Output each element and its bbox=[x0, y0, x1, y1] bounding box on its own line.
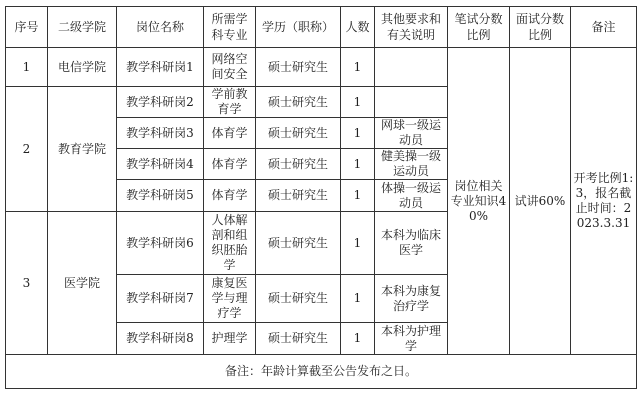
position-cell: 教学科研岗7 bbox=[117, 275, 204, 323]
college-cell: 医学院 bbox=[48, 212, 117, 355]
other-cell: 健美操一级运动员 bbox=[375, 149, 448, 180]
count-cell: 1 bbox=[341, 275, 375, 323]
interview-ratio-cell: 试讲60% bbox=[510, 48, 571, 355]
count-cell: 1 bbox=[341, 48, 375, 87]
recruitment-table bbox=[5, 6, 637, 389]
seq-cell: 3 bbox=[6, 212, 48, 355]
header-written: 笔试分数比例 bbox=[448, 7, 510, 48]
position-cell: 教学科研岗3 bbox=[117, 118, 204, 149]
header-count: 人数 bbox=[341, 7, 375, 48]
header-seq: 序号 bbox=[6, 7, 48, 48]
footnote-row bbox=[6, 355, 637, 389]
other-cell: 本科为护理学 bbox=[375, 323, 448, 355]
header-row bbox=[6, 7, 637, 48]
header-remarks: 备注 bbox=[571, 7, 637, 48]
college-cell: 电信学院 bbox=[48, 48, 117, 87]
major-cell: 体育学 bbox=[204, 149, 256, 180]
count-cell: 1 bbox=[341, 180, 375, 212]
position-cell: 教学科研岗5 bbox=[117, 180, 204, 212]
other-cell: 网球一级运动员 bbox=[375, 118, 448, 149]
remarks-cell: 开考比例1:3，报名截止时间：2023.3.31 bbox=[571, 48, 637, 355]
other-cell: 体操一级运动员 bbox=[375, 180, 448, 212]
education-cell: 硕士研究生 bbox=[256, 149, 341, 180]
major-cell: 体育学 bbox=[204, 118, 256, 149]
header-other: 其他要求和有关说明 bbox=[375, 7, 448, 48]
other-cell bbox=[375, 48, 448, 87]
major-cell: 体育学 bbox=[204, 180, 256, 212]
seq-cell: 1 bbox=[6, 48, 48, 87]
recruitment-table-container bbox=[5, 6, 637, 389]
count-cell: 1 bbox=[341, 118, 375, 149]
education-cell: 硕士研究生 bbox=[256, 118, 341, 149]
major-cell: 学前教育学 bbox=[204, 87, 256, 118]
education-cell: 硕士研究生 bbox=[256, 275, 341, 323]
count-cell: 1 bbox=[341, 323, 375, 355]
other-cell: 本科为临床医学 bbox=[375, 212, 448, 275]
major-cell: 网络空间安全 bbox=[204, 48, 256, 87]
other-cell bbox=[375, 87, 448, 118]
position-cell: 教学科研岗4 bbox=[117, 149, 204, 180]
written-ratio-cell: 岗位相关专业知识40% bbox=[448, 48, 510, 355]
position-cell: 教学科研岗1 bbox=[117, 48, 204, 87]
major-cell: 人体解剖和组织胚胎学 bbox=[204, 212, 256, 275]
position-cell: 教学科研岗8 bbox=[117, 323, 204, 355]
education-cell: 硕士研究生 bbox=[256, 87, 341, 118]
seq-cell: 2 bbox=[6, 87, 48, 212]
college-cell: 教育学院 bbox=[48, 87, 117, 212]
header-position: 岗位名称 bbox=[117, 7, 204, 48]
header-education: 学历（职称） bbox=[256, 7, 341, 48]
header-college: 二级学院 bbox=[48, 7, 117, 48]
count-cell: 1 bbox=[341, 212, 375, 275]
education-cell: 硕士研究生 bbox=[256, 323, 341, 355]
major-cell: 康复医学与理疗学 bbox=[204, 275, 256, 323]
education-cell: 硕士研究生 bbox=[256, 48, 341, 87]
footnote-cell: 备注：年龄计算截至公告发布之日。 bbox=[6, 355, 637, 389]
education-cell: 硕士研究生 bbox=[256, 212, 341, 275]
count-cell: 1 bbox=[341, 87, 375, 118]
education-cell: 硕士研究生 bbox=[256, 180, 341, 212]
position-cell: 教学科研岗6 bbox=[117, 212, 204, 275]
table-row bbox=[6, 48, 637, 87]
position-cell: 教学科研岗2 bbox=[117, 87, 204, 118]
major-cell: 护理学 bbox=[204, 323, 256, 355]
other-cell: 本科为康复治疗学 bbox=[375, 275, 448, 323]
header-interview: 面试分数比例 bbox=[510, 7, 571, 48]
header-major: 所需学科专业 bbox=[204, 7, 256, 48]
count-cell: 1 bbox=[341, 149, 375, 180]
